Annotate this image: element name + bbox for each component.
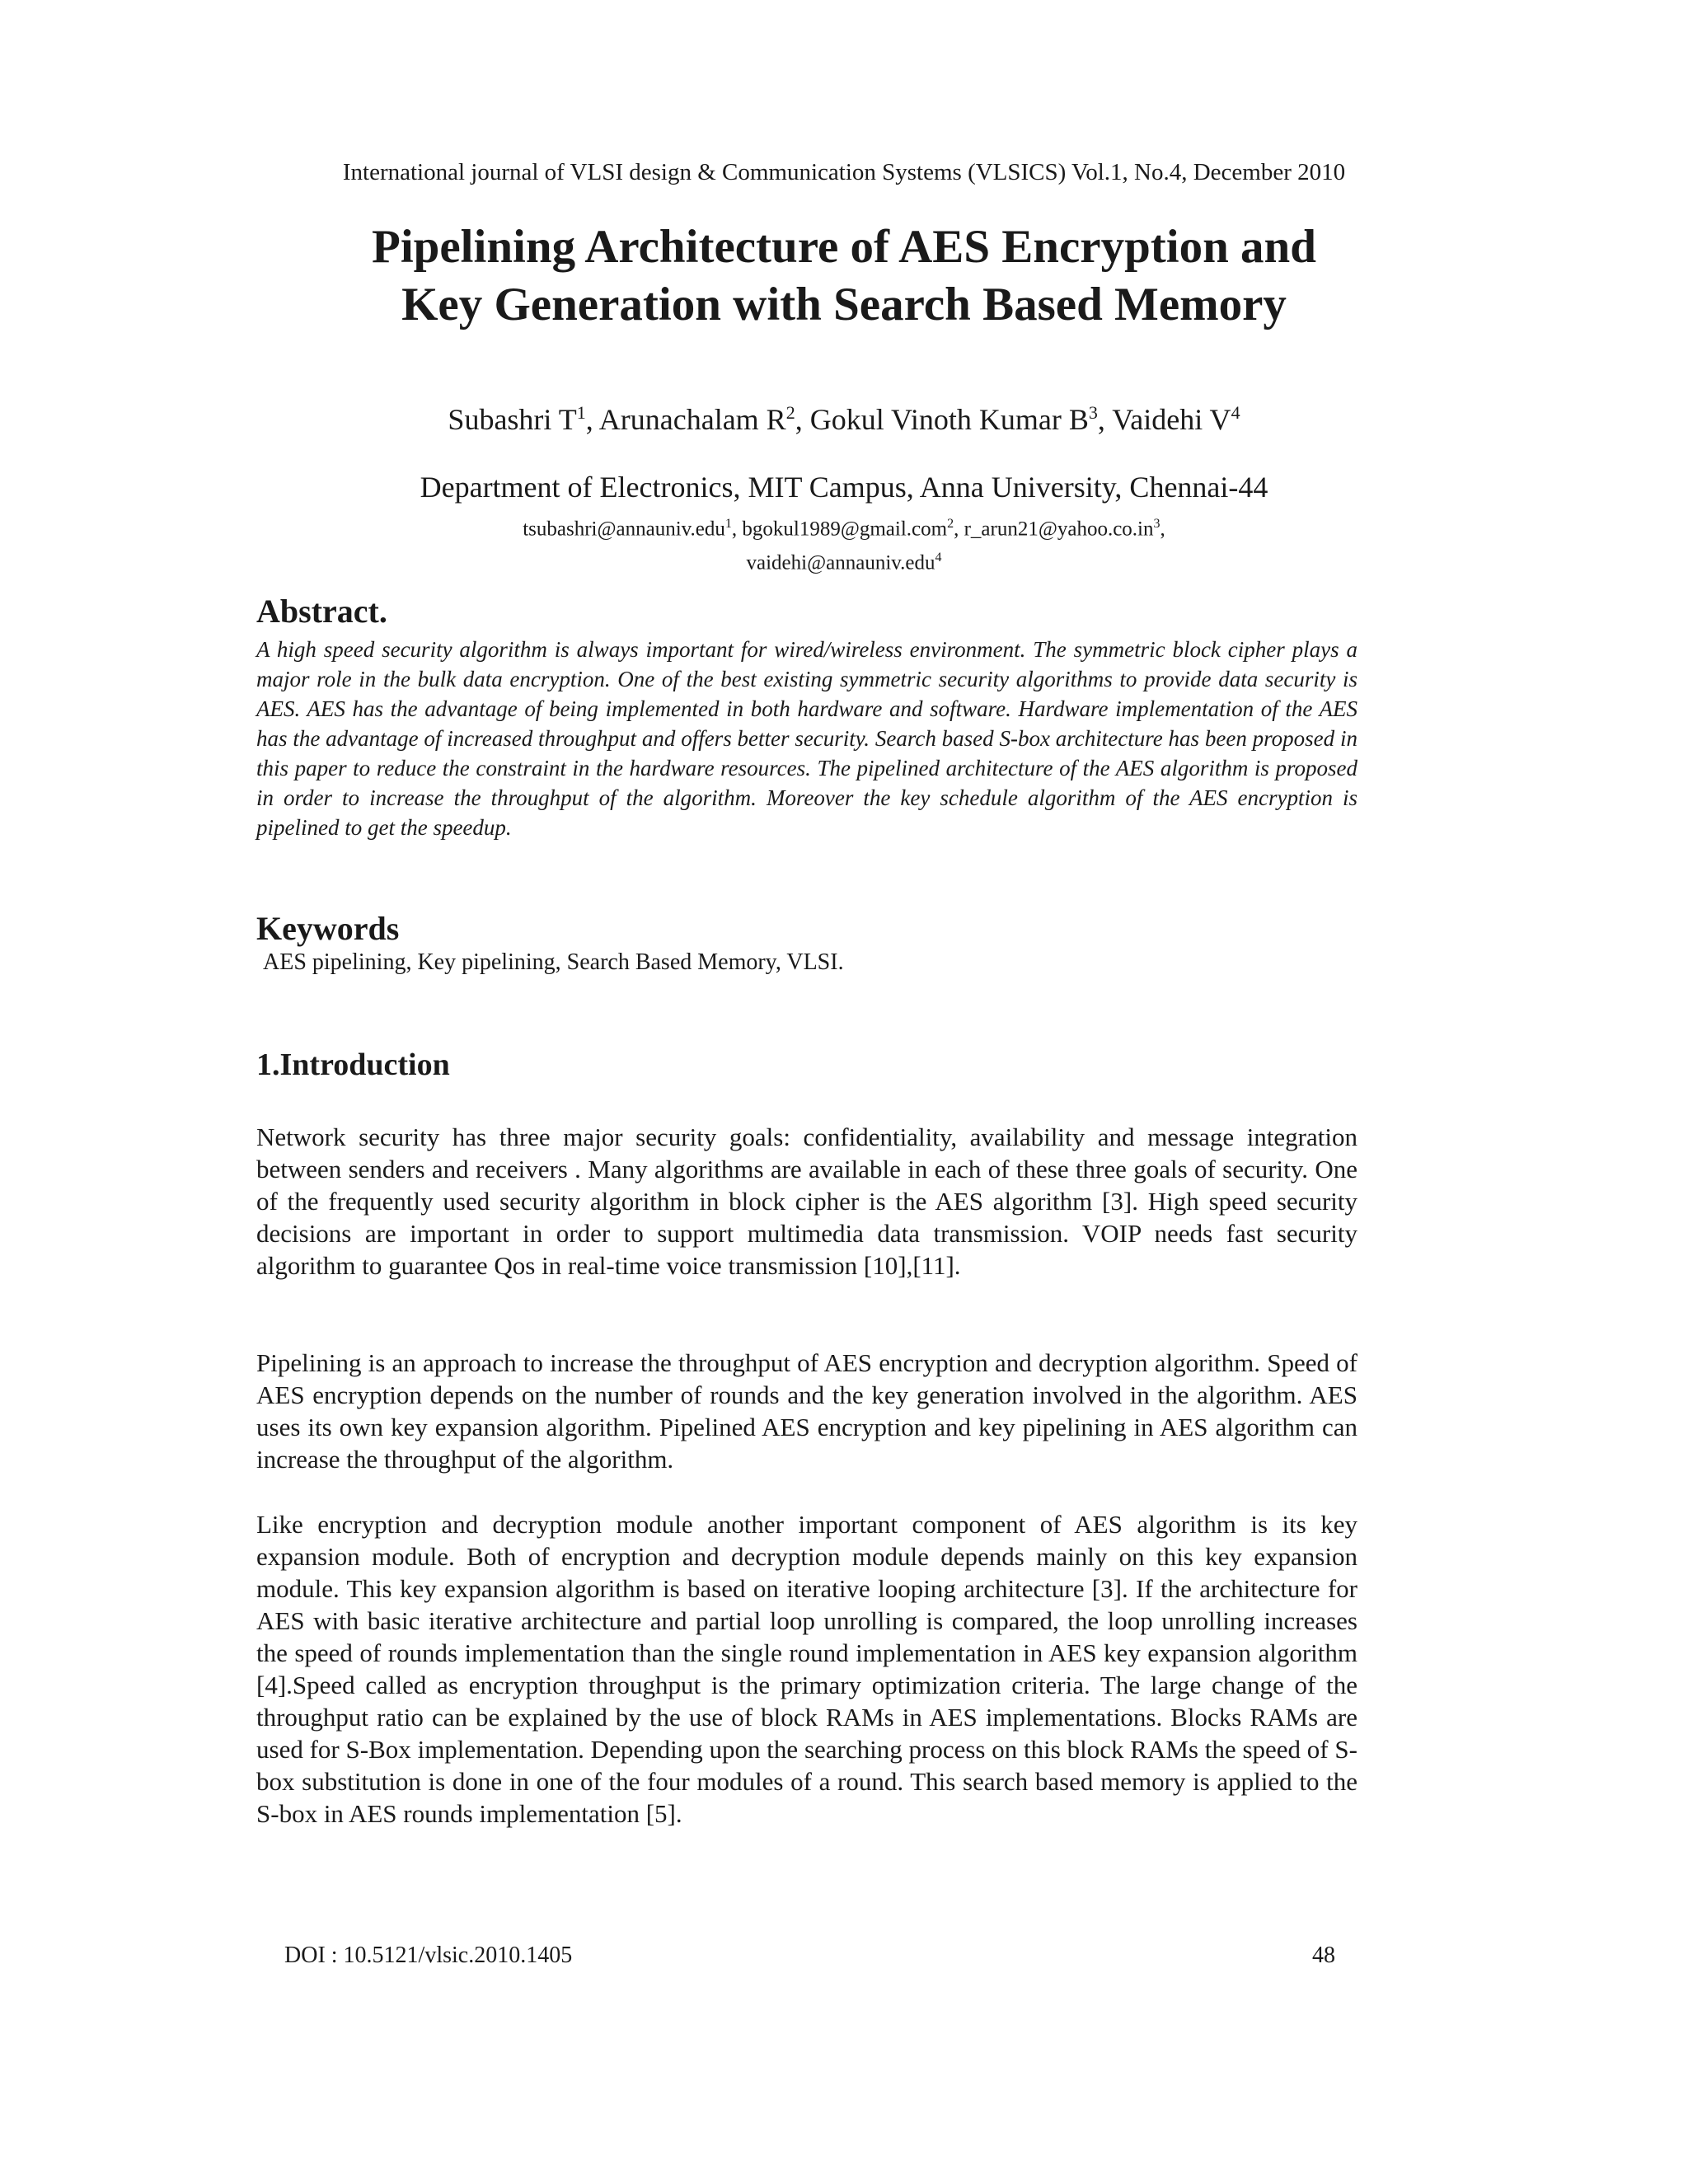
email-line-1: tsubashri@annauniv.edu$^1$, bgokul1989@gmail.com$^2$, $r\_arun21@yahoo.co.in^3$, [523,517,1165,541]
affiliation: Department of Electronics, MIT Campus, Anna University, Chennai-44 [420,471,1268,504]
title-line-2: Key Generation with Search Based Memory [401,279,1287,330]
author-name: Arunachalam R [598,403,786,436]
email-superscript: 3 [1153,517,1160,531]
abstract-heading: Abstract. [256,593,387,630]
email-address: tsubashri@annauniv.edu [523,518,725,541]
email-superscript: 4 [935,551,942,565]
keywords-heading: Keywords [256,910,400,947]
introduction-paragraph-3: Like encryption and decryption module another important component of AES algorithm is its key expansion module. Both of encryption and decryption module depends mainly on this key expansion module. This key expansion algorithm is based on iterative looping architecture [3]. If the architecture for AES with basic iterative architecture and partial loop unrolling is compared, the loop unrolling increases the speed of rounds implementation than the single round implementation in AES key expansion algorithm [4].Speed called as encryption throughput is the primary optimization criteria. The large change of the throughput ratio can be explained by the use of block RAMs in AES implementations. Blocks RAMs are used for S-Box implementation. Depending upon the searching process on this block RAMs the speed of S-box substitution is done in one of the four modules of a round. This search based memory is applied to the S-box in AES rounds implementation [5]. [256,1510,1357,1828]
author-superscript: 1 [576,402,586,423]
author-superscript: 2 [785,402,795,423]
running-header: International journal of VLSI design & Communication Systems (VLSICS) Vol.1, No.4, December 2010 [342,159,1346,185]
author-name: Gokul Vinoth Kumar B [809,403,1089,436]
introduction-paragraph-2: Pipelining is an approach to increase the throughput of AES encryption and decryption algorithm. Speed of AES encryption depends on the number of rounds and the key generation involved in the algorithm. AES uses its own key expansion algorithm. Pipelined AES encryption and key pipelining in AES algorithm can increase the throughput of the algorithm. [256,1348,1357,1474]
page-number: 48 [1312,1943,1335,1968]
author-name: Subashri T [448,403,577,436]
author-name: Vaidehi V [1112,403,1231,436]
introduction-paragraph-1: Network security has three major security goals: confidentiality, availability and message integration between senders and receivers . Many algorithms are available in each of these three goals of security. One of the frequently used security algorithm in block cipher is the AES algorithm [3]. High speed security decisions are important in order to support multimedia data transmission. VOIP needs fast security algorithm to guarantee Qos in real-time voice transmission [10],[11]. [256,1122,1357,1280]
author-superscript: 4 [1231,402,1240,423]
footer-doi: DOI : 10.5121/vlsic.2010.1405 [284,1943,573,1968]
email-address: r_arun21@yahoo.co.in [964,518,1154,541]
email-address: bgokul1989@gmail.com [742,518,948,541]
email-line-2 [0,543,1688,577]
title-line-1: Pipelining Architecture of AES Encryption and [372,221,1316,273]
abstract-text: A high speed security algorithm is always important for wired/wireless environment. The symmetric block cipher plays a major role in the bulk data encryption. One of the best existing symmetric security algorithms to provide data security is AES. AES has the advantage of being implemented in both hardware and software. Hardware implementation of the AES has the advantage of increased throughput and offers better security. Search based S-box architecture has been proposed in this paper to reduce the constraint in the hardware resources. The pipelined architecture of the AES algorithm is proposed in order to increase the throughput of the algorithm. Moreover the key schedule algorithm of the AES encryption is pipelined to get the speedup. [256,637,1357,840]
email-list [0,509,1688,578]
email-address: vaidehi@annauniv.edu [746,551,935,574]
introduction-heading: 1.Introduction [256,1047,450,1082]
paper-title [0,218,1688,334]
email-superscript: 1 [724,517,732,531]
email-superscript: 2 [947,517,954,531]
author-superscript: 3 [1088,402,1098,423]
author-list: Subashri $T^1$, Arunachalam $R^2$, Gokul Vinoth Kumar $B^3$, Vaidehi $V^4$ [448,402,1240,436]
keywords-text: AES pipelining, Key pipelining, Search Based Memory, VLSI. [263,949,844,975]
